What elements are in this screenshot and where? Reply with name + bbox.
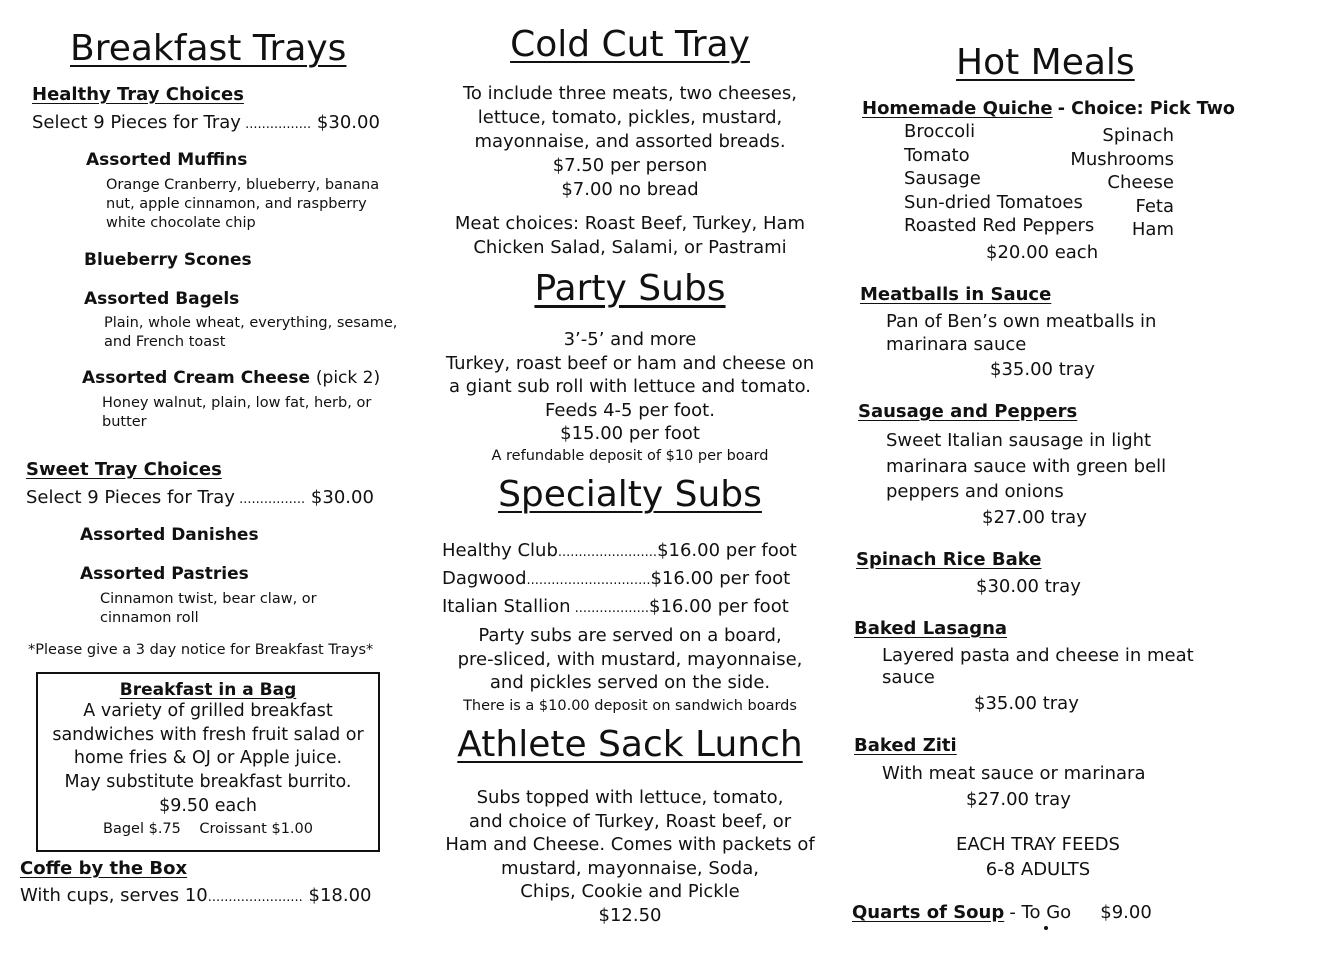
specialty-leader: .............................. xyxy=(526,573,651,588)
athlete-l1: Subs topped with lettuce, tomato, xyxy=(476,787,784,808)
healthy-tray-text: Select 9 Pieces for Tray xyxy=(32,112,241,133)
quiche-option: Ham xyxy=(1131,219,1174,240)
meatballs-description: Pan of Ben’s own meatballs in marinara sauce xyxy=(886,311,1157,355)
spinach-heading: Spinach Rice Bake xyxy=(856,549,1042,570)
coffee-heading: Coffe by the Box xyxy=(20,858,188,879)
cold-cut-description xyxy=(430,82,830,202)
meat-choices xyxy=(430,212,830,260)
healthy-tray-heading: Healthy Tray Choices xyxy=(32,84,244,105)
coffee-price: $18.00 xyxy=(308,885,372,906)
specialty-price: $16.00 per foot xyxy=(649,596,789,617)
meat-choices-l2: Chicken Salad, Salami, or Pastrami xyxy=(473,237,787,258)
served-l2: pre-sliced, with mustard, mayonnaise, xyxy=(457,648,803,670)
coffee-line xyxy=(20,885,372,906)
meatballs-heading: Meatballs in Sauce xyxy=(860,284,1052,305)
athlete-l2: and choice of Turkey, Roast beef, or xyxy=(468,810,792,832)
breakfast-bag-l1: A variety of grilled breakfast xyxy=(83,701,333,721)
danishes-title: Assorted Danishes xyxy=(80,525,259,545)
specialty-name: Italian Stallion xyxy=(442,596,571,617)
quiche-option: Mushrooms xyxy=(1070,148,1174,170)
breakfast-in-a-bag-box xyxy=(36,672,380,852)
pastries-description: Cinnamon twist, bear claw, or cinnamon roll xyxy=(100,591,317,626)
sweet-tray-heading: Sweet Tray Choices xyxy=(26,459,222,480)
party-subs-l2: Turkey, roast beef or ham and cheese on xyxy=(445,352,815,374)
served-description xyxy=(430,624,830,717)
specialty-leader: ........................ xyxy=(557,545,658,560)
quiche-heading-line xyxy=(862,98,1235,119)
pastries-title: Assorted Pastries xyxy=(80,564,249,584)
feeds-l2: 6-8 ADULTS xyxy=(985,859,1091,880)
party-subs-title: Party Subs xyxy=(534,268,726,309)
quiche-option: Sun-dried Tomatoes xyxy=(904,191,1083,213)
athlete-l4: mustard, mayonnaise, Soda, xyxy=(501,857,759,879)
sweet-tray-leader: ................ xyxy=(234,492,306,507)
specialty-price: $16.00 per foot xyxy=(657,540,797,561)
specialty-leader: .................. xyxy=(570,601,650,616)
meat-choices-l1: Meat choices: Roast Beef, Turkey, Ham xyxy=(454,213,806,234)
soup-heading: Quarts of Soup xyxy=(852,902,1005,923)
quiche-left-list xyxy=(904,120,1094,238)
speck-mark xyxy=(1044,926,1048,930)
quiche-option: Roasted Red Peppers xyxy=(904,215,1095,236)
breakfast-bag-extras xyxy=(38,821,378,837)
quiche-heading: Homemade Quiche xyxy=(862,98,1053,119)
muffins-title: Assorted Muffins xyxy=(86,150,248,170)
breakfast-bag-l2: sandwiches with fresh fruit salad or xyxy=(52,724,364,745)
athlete-price: $12.50 xyxy=(598,904,662,926)
subs-column xyxy=(430,0,830,960)
ziti-heading: Baked Ziti xyxy=(854,735,957,756)
quiche-right-list xyxy=(1070,124,1174,242)
cream-cheese-pick: (pick 2) xyxy=(315,368,381,388)
sweet-tray-price: $30.00 xyxy=(310,487,374,508)
bagels-description: Plain, whole wheat, everything, sesame, and French toast xyxy=(104,315,398,350)
breakfast-bag-l4: May substitute breakfast burrito. xyxy=(64,771,352,792)
lasagna-price: $35.00 tray xyxy=(974,693,1079,714)
coffee-text: With cups, serves 10 xyxy=(20,885,208,906)
quiche-option: Feta xyxy=(1135,195,1174,217)
specialty-subs-title: Specialty Subs xyxy=(498,474,762,515)
meatballs-price: $35.00 tray xyxy=(990,359,1095,380)
party-subs-l4: Feeds 4-5 per foot. xyxy=(545,399,715,421)
breakfast-bag-l3: home fries & OJ or Apple juice. xyxy=(73,748,343,768)
party-subs-price: $15.00 per foot xyxy=(560,423,700,444)
muffins-description: Orange Cranberry, blueberry, banana nut, apple cinnamon, and raspberry white chocolate chip xyxy=(106,177,380,231)
specialty-price: $16.00 per foot xyxy=(650,568,791,589)
cold-cut-price-no-bread: $7.00 no bread xyxy=(561,179,699,200)
party-subs-l1: 3’-5’ and more xyxy=(563,329,697,350)
bag-bagel-price: Bagel $.75 xyxy=(103,821,181,837)
quiche-price: $20.00 each xyxy=(986,242,1099,263)
athlete-description xyxy=(430,786,830,927)
bagels-title: Assorted Bagels xyxy=(84,289,240,309)
served-l3: and pickles served on the side. xyxy=(489,672,771,693)
specialty-name: Dagwood xyxy=(442,568,527,589)
specialty-row xyxy=(442,538,797,566)
sausage-price: $27.00 tray xyxy=(982,507,1087,528)
athlete-l5: Chips, Cookie and Pickle xyxy=(520,881,740,902)
cold-cut-l3: mayonnaise, and assorted breads. xyxy=(474,131,786,152)
cold-cut-l1: To include three meats, two cheeses, xyxy=(463,83,797,104)
quiche-option: Broccoli xyxy=(904,121,976,142)
healthy-tray-line xyxy=(32,112,380,133)
soup-line xyxy=(852,902,1152,923)
party-subs-description xyxy=(430,328,830,466)
sausage-description xyxy=(886,428,1166,505)
specialty-name: Healthy Club xyxy=(442,540,558,561)
sausage-l3: peppers and onions xyxy=(886,481,1064,502)
served-deposit: There is a $10.00 deposit on sandwich boards xyxy=(463,697,797,714)
healthy-tray-price: $30.00 xyxy=(316,112,380,133)
lasagna-heading: Baked Lasagna xyxy=(854,618,1008,639)
quiche-option: Sausage xyxy=(904,168,981,189)
each-tray-feeds xyxy=(928,832,1148,882)
spinach-price: $30.00 tray xyxy=(976,576,1081,597)
party-subs-deposit: A refundable deposit of $10 per board xyxy=(491,447,769,464)
cold-cut-title: Cold Cut Tray xyxy=(510,24,750,65)
hot-meals-title: Hot Meals xyxy=(956,42,1135,83)
hot-meals-column xyxy=(848,0,1318,960)
cream-cheese-description: Honey walnut, plain, low fat, herb, or butter xyxy=(102,395,372,430)
quiche-choice: - Choice: Pick Two xyxy=(1057,99,1235,119)
quiche-option: Tomato xyxy=(904,144,970,166)
coffee-leader: ....................... xyxy=(207,890,303,905)
feeds-l1: EACH TRAY FEEDS xyxy=(956,834,1120,855)
served-l1: Party subs are served on a board, xyxy=(478,625,782,646)
cream-cheese-title: Assorted Cream Cheese xyxy=(82,368,310,388)
sweet-tray-line xyxy=(26,487,374,508)
specialty-row xyxy=(442,594,797,622)
ziti-description: With meat sauce or marinara xyxy=(882,763,1146,784)
breakfast-bag-title: Breakfast in a Bag xyxy=(119,680,297,700)
breakfast-trays-title: Breakfast Trays xyxy=(70,28,347,69)
sausage-heading: Sausage and Peppers xyxy=(858,401,1078,422)
scones-title: Blueberry Scones xyxy=(84,250,252,270)
cold-cut-l2: lettuce, tomato, pickles, mustard, xyxy=(477,107,783,128)
ziti-price: $27.00 tray xyxy=(966,789,1071,810)
bag-croissant-price: Croissant $1.00 xyxy=(199,821,313,837)
specialty-row xyxy=(442,566,797,594)
sweet-tray-text: Select 9 Pieces for Tray xyxy=(26,487,235,508)
sausage-l1: Sweet Italian sausage in light xyxy=(886,430,1152,451)
specialty-subs-list xyxy=(442,538,797,622)
quiche-option: Cheese xyxy=(1107,172,1174,193)
soup-price: $9.00 xyxy=(1100,902,1152,923)
lasagna-description: Layered pasta and cheese in meat sauce xyxy=(882,645,1194,688)
athlete-sack-lunch-title: Athlete Sack Lunch xyxy=(457,724,803,765)
party-subs-l3: a giant sub roll with lettuce and tomato. xyxy=(449,376,811,397)
healthy-tray-leader: ................ xyxy=(240,117,312,132)
breakfast-bag-price: $9.50 each xyxy=(159,796,257,816)
breakfast-notice: *Please give a 3 day notice for Breakfast Trays* xyxy=(28,642,374,658)
soup-to-go: - To Go xyxy=(1009,902,1072,923)
sausage-l2: marinara sauce with green bell xyxy=(886,455,1167,477)
athlete-l3: Ham and Cheese. Comes with packets of xyxy=(445,834,815,855)
quiche-option: Spinach xyxy=(1102,125,1174,146)
cold-cut-price-person: $7.50 per person xyxy=(552,155,708,176)
cream-cheese-line xyxy=(82,368,380,388)
